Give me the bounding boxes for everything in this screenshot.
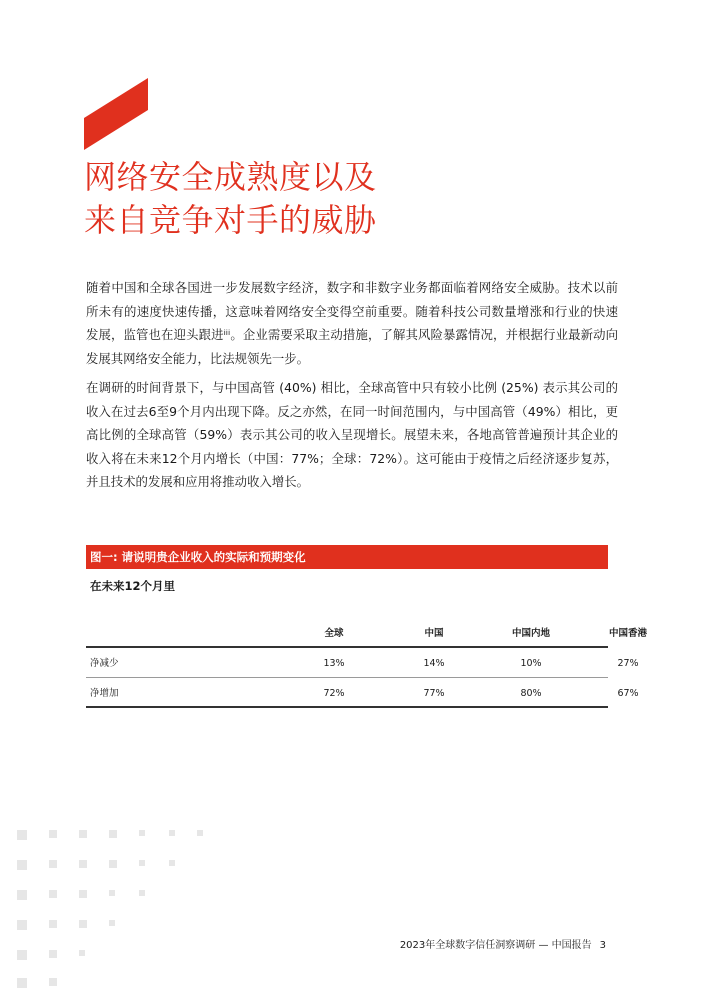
red-accent-shape (84, 78, 148, 150)
page-number: 3 (599, 940, 606, 951)
column-header-global: 全球 (324, 628, 344, 639)
table-cell: 77% (423, 688, 445, 699)
row-label-net-decrease: 净减少 (90, 658, 119, 669)
table-cell: 80% (520, 688, 542, 699)
body-paragraph-1: 随着中国和全球各国进一步发展数字经济，数字和非数字业务都面临着网络安全威胁。技术以前所未有的速度快速传播，这意味着网络安全变得空前重要。随着科技公司数量增涨和行业的快速发展，监管也在迎头跟进ⁱⁱⁱ。企业需要采取主动措施，了解其风险暴露情况，并根据行业最新动向发展其网络安全能力，比法规领先一步。 (86, 280, 618, 366)
row-label-net-increase: 净增加 (90, 688, 119, 699)
table-row (86, 682, 639, 706)
table-header-row (86, 622, 647, 646)
decorative-dot-pattern (17, 830, 227, 990)
page-title-line-2: 来自竞争对手的威胁 (84, 201, 377, 239)
figure-title: 图一: 请说明贵企业收入的实际和预期变化 (90, 550, 306, 564)
revenue-change-table (86, 622, 647, 646)
page-title-line-1: 网络安全成熟度以及 (84, 158, 377, 196)
table-bottom-rule (86, 706, 608, 708)
table-cell: 67% (617, 688, 639, 699)
table-cell: 13% (323, 658, 345, 669)
table-cell: 10% (520, 658, 542, 669)
table-row (86, 652, 639, 676)
footer-text: 2023年全球数字信任洞察调研 — 中国报告 (399, 940, 592, 951)
table-row-divider (86, 677, 608, 678)
figure-title-bar (86, 545, 608, 569)
column-header-china: 中国 (424, 628, 444, 639)
column-header-hongkong: 中国香港 (608, 628, 647, 639)
column-header-mainland: 中国内地 (511, 628, 550, 639)
table-cell: 27% (617, 658, 639, 669)
table-cell: 14% (423, 658, 445, 669)
table-header-rule (86, 646, 608, 648)
page-title (84, 156, 504, 242)
figure-subtitle: 在未来12个月里 (90, 579, 176, 593)
table-cell: 72% (323, 688, 345, 699)
page-footer (400, 936, 606, 951)
body-paragraph-2: 在调研的时间背景下，与中国高管 (40%) 相比，全球高管中只有较小比例 (25%) 表示其公司的收入在过去6至9个月内出现下降。反之亦然，在同一时间范围内，与中国高管（49%）相比，更高比例的全球高管（59%）表示其公司的收入呈现增长。展望未来，各地高管普遍预计其企业的收入将在未来12个月内增长（中国：77%；全球：72%）。这可能由于疫情之后经济逐步复苏，并且技术的发展和应用将推动收入增长。 (86, 380, 618, 489)
